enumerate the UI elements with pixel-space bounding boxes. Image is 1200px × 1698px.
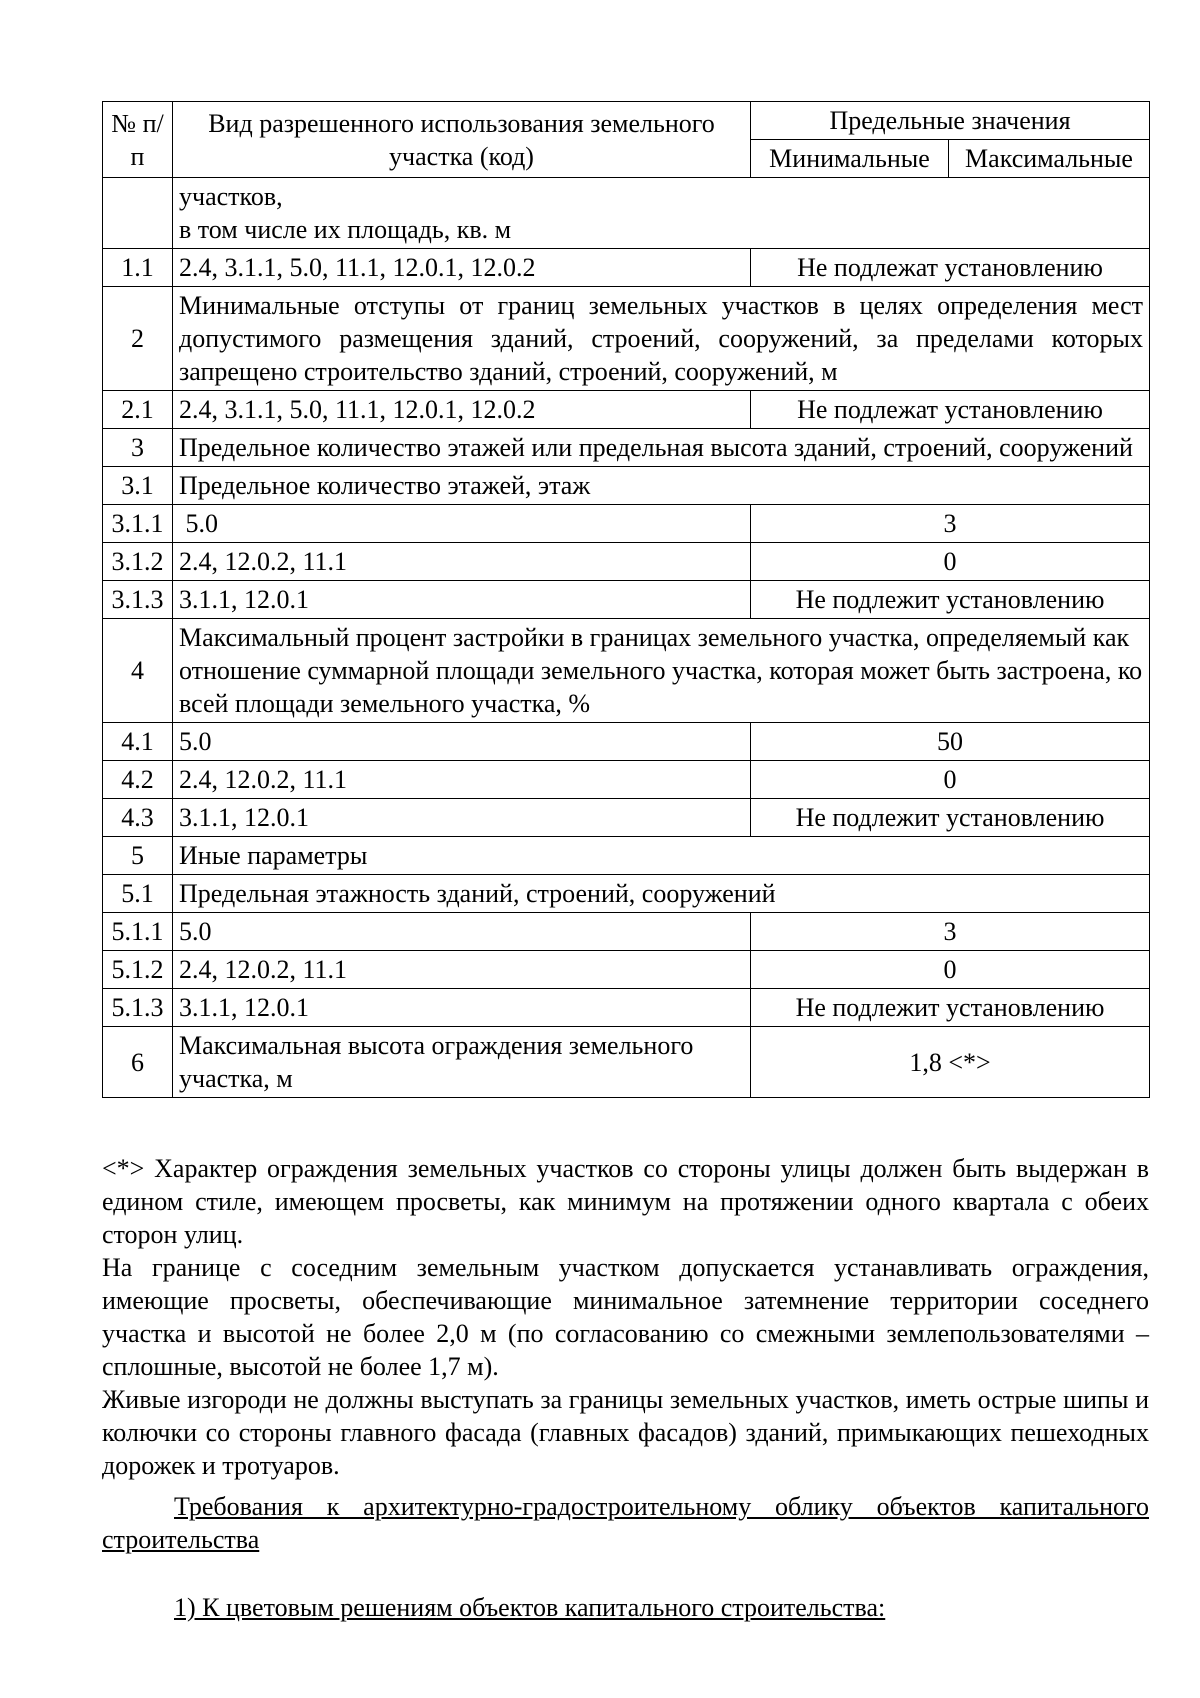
row-number: 3.1.1 (103, 505, 173, 543)
row-description: Предельное количество этажей, этаж (173, 467, 1150, 505)
row-number: 2.1 (103, 391, 173, 429)
row-number: 3.1 (103, 467, 173, 505)
row-codes: 3.1.1, 12.0.1 (173, 989, 751, 1027)
table-row (103, 467, 1150, 505)
header-number: № п/п (103, 102, 173, 178)
row-value: Не подлежит установлению (751, 581, 1150, 619)
row-codes: 2.4, 12.0.2, 11.1 (173, 761, 751, 799)
row-description: Минимальные отступы от границ земельных участков в целях определения мест допустимого размещения зданий, строений, сооружений, за пределами которых запрещено строительство зданий, строений, сооружений, м (173, 287, 1150, 391)
row-number: 6 (103, 1027, 173, 1098)
row-number: 3 (103, 429, 173, 467)
row-number: 5.1.1 (103, 913, 173, 951)
row-number: 4.1 (103, 723, 173, 761)
row-description: участков, в том числе их площадь, кв. м (173, 178, 1150, 249)
table-row (103, 429, 1150, 467)
table-row (103, 543, 1150, 581)
table-row (103, 391, 1150, 429)
parameters-table (102, 101, 1150, 1098)
table-row (103, 875, 1150, 913)
row-codes: 2.4, 12.0.2, 11.1 (173, 543, 751, 581)
row-number: 5.1 (103, 875, 173, 913)
row-codes: 2.4, 12.0.2, 11.1 (173, 951, 751, 989)
row-value: 3 (751, 505, 1150, 543)
row-number: 4.2 (103, 761, 173, 799)
row-description: Предельная этажность зданий, строений, сооружений (173, 875, 1150, 913)
row-number: 2 (103, 287, 173, 391)
row-value: Не подлежат установлению (751, 391, 1150, 429)
table-row (103, 837, 1150, 875)
table-row (103, 761, 1150, 799)
row-number: 1.1 (103, 249, 173, 287)
header-limits: Предельные значения (751, 102, 1150, 140)
table-row (103, 505, 1150, 543)
row-codes: 2.4, 3.1.1, 5.0, 11.1, 12.0.1, 12.0.2 (173, 249, 751, 287)
row-number: 4.3 (103, 799, 173, 837)
table-row (103, 951, 1150, 989)
row-number (103, 178, 173, 249)
table-row (103, 178, 1150, 249)
header-use-type: Вид разрешенного использования земельного участка (код) (173, 102, 751, 178)
table-header-row (103, 102, 1150, 140)
row-codes: 5.0 (173, 505, 751, 543)
table-row (103, 287, 1150, 391)
row-codes: 3.1.1, 12.0.1 (173, 581, 751, 619)
header-min: Минимальные (751, 140, 949, 178)
row-value: Не подлежит установлению (751, 799, 1150, 837)
table-row (103, 913, 1150, 951)
row-codes: 5.0 (173, 723, 751, 761)
footnote-neighbor-fence: На границе с соседним земельным участком допускается устанавливать ограждения, имеющие просветы, обеспечивающие минимальное затемнение территории соседнего участка и высотой не более 2,0 м (по согласованию со смежными землепользователями – сплошные, высотой не более 1,7 м). (102, 1253, 1149, 1381)
table-row (103, 1027, 1150, 1098)
row-description: Максимальная высота ограждения земельного участка, м (173, 1027, 751, 1098)
section-title: Требования к архитектурно-градостроительному облику объектов капитального строительства (102, 1492, 1149, 1554)
header-max: Максимальные (949, 140, 1150, 178)
row-value: 50 (751, 723, 1150, 761)
row-value: 0 (751, 543, 1150, 581)
table-row (103, 723, 1150, 761)
footnote-hedges: Живые изгороди не должны выступать за границы земельных участков, иметь острые шипы и колючки со стороны главного фасада (главных фасадов) зданий, примыкающих пешеходных дорожек и тротуаров. (102, 1385, 1149, 1480)
table-row (103, 581, 1150, 619)
row-number: 3.1.3 (103, 581, 173, 619)
footnotes (102, 1152, 1149, 1482)
row-value: 1,8 <*> (751, 1027, 1150, 1098)
table-row (103, 249, 1150, 287)
row-description: Максимальный процент застройки в границах земельного участка, определяемый как отношение суммарной площади земельного участка, которая может быть застроена, ко всей площади земельного участка, % (173, 619, 1150, 723)
table-row (103, 619, 1150, 723)
footnote-fence-style: <*> Характер ограждения земельных участков со стороны улицы должен быть выдержан в едином стиле, имеющем просветы, как минимум на протяжении одного квартала с обеих сторон улиц. (102, 1154, 1149, 1249)
row-number: 5.1.2 (103, 951, 173, 989)
row-number: 3.1.2 (103, 543, 173, 581)
row-number: 4 (103, 619, 173, 723)
row-codes: 5.0 (173, 913, 751, 951)
row-codes: 3.1.1, 12.0.1 (173, 799, 751, 837)
row-description: Иные параметры (173, 837, 1150, 875)
table-row (103, 989, 1150, 1027)
row-number: 5 (103, 837, 173, 875)
row-description: Предельное количество этажей или предельная высота зданий, строений, сооружений (173, 429, 1150, 467)
row-value: Не подлежит установлению (751, 989, 1150, 1027)
row-value: 0 (751, 761, 1150, 799)
row-codes: 2.4, 3.1.1, 5.0, 11.1, 12.0.1, 12.0.2 (173, 391, 751, 429)
subsection-title: 1) К цветовым решениям объектов капитального строительства: (174, 1593, 886, 1622)
table-row (103, 799, 1150, 837)
row-value: Не подлежат установлению (751, 249, 1150, 287)
row-value: 3 (751, 913, 1150, 951)
row-value: 0 (751, 951, 1150, 989)
row-number: 5.1.3 (103, 989, 173, 1027)
